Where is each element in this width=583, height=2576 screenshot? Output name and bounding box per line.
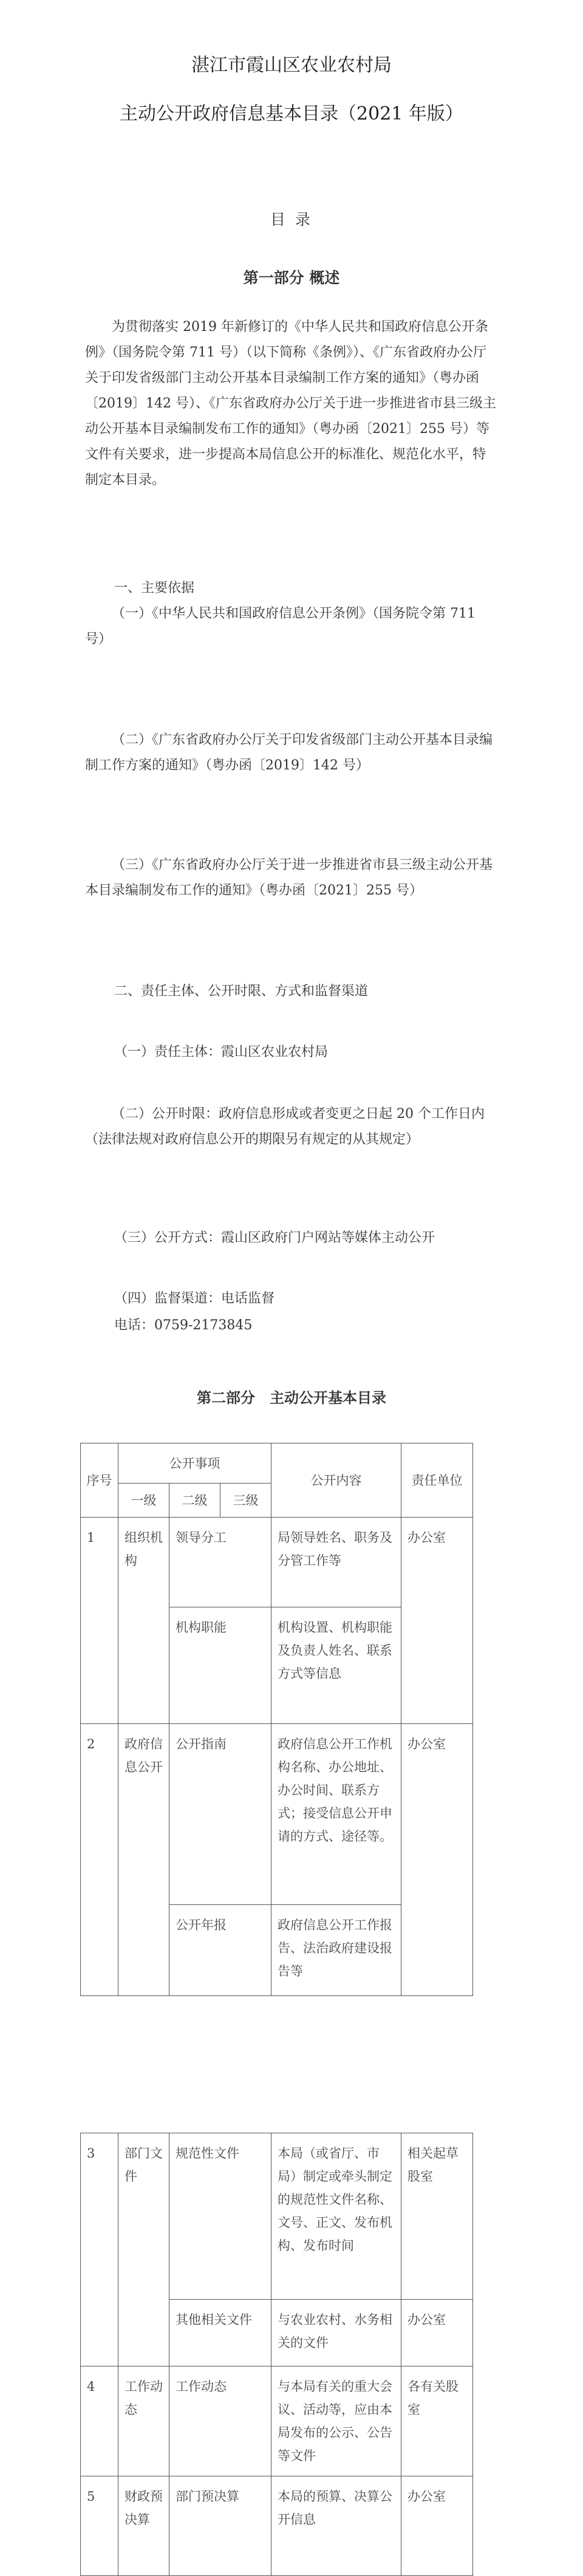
basis-item-3: （三）《广东省政府办公厅关于进一步推进省市县三级主动公开基本目录编制发布工作的通知》（粤办函〔2021〕255 号）: [85, 857, 493, 898]
part2-heading: 第二部分 主动公开基本目录: [197, 1389, 386, 1406]
row2-unit: 办公室: [401, 1724, 473, 1996]
row5-unit: 办公室: [401, 2476, 473, 2576]
header-items: 公开事项: [118, 1443, 271, 1484]
row4-unit: 各有关股室: [401, 2366, 473, 2476]
row3-level1: 部门文件: [118, 2133, 169, 2366]
row1a-content: 局领导姓名、职务及分管工作等: [271, 1518, 401, 1607]
row3b-content: 与农业农村、水务相关的文件: [271, 2300, 401, 2366]
row1-unit: 办公室: [401, 1518, 473, 1724]
table-row: [81, 2366, 473, 2476]
row2a-content: 政府信息公开工作机构名称、办公地址、办公时间、联系方式；接受信息公开申请的方式、途径等。: [271, 1724, 401, 1905]
header-level3: 三级: [220, 1484, 271, 1518]
catalog-table-part1: [80, 1443, 473, 1996]
header-level1: 一级: [118, 1484, 169, 1518]
responsibility-item-2: （二）公开时限：政府信息形成或者变更之日起 20 个工作日内（法律法规对政府信息公开的期限另有规定的从其规定）: [85, 1106, 485, 1147]
title-line-1: 湛江市霞山区农业农村局: [191, 55, 392, 76]
table-header-row: [81, 1443, 473, 1484]
row5-level1: 财政预决算: [118, 2476, 169, 2576]
header-no: 序号: [81, 1443, 118, 1518]
phone-line: 电话：0759-2173845: [114, 1318, 253, 1333]
row2-no: 2: [81, 1724, 118, 1996]
title-line-2: 主动公开政府信息基本目录（2021 年版）: [120, 103, 463, 124]
row5-level2: 部门预决算: [169, 2476, 271, 2576]
header-unit: 责任单位: [401, 1443, 473, 1518]
part1-heading: 第一部分 概述: [243, 269, 340, 287]
row4-content: 与本局有关的重大会议、活动等，应由本局发布的公示、公告等文件: [271, 2366, 401, 2476]
table-row: [81, 2133, 473, 2300]
row3b-unit: 办公室: [401, 2300, 473, 2366]
catalog-table-part2: [80, 2133, 473, 2576]
header-level2: 二级: [169, 1484, 220, 1518]
row2b-level2: 公开年报: [169, 1905, 271, 1996]
row2a-level2: 公开指南: [169, 1724, 271, 1905]
row1b-content: 机构设置、机构职能及负责人姓名、联系方式等信息: [271, 1607, 401, 1724]
row3b-level2: 其他相关文件: [169, 2300, 271, 2366]
row3a-level2: 规范性文件: [169, 2133, 271, 2300]
basis-heading: 一、主要依据: [114, 581, 195, 596]
row3a-unit: 相关起草股室: [401, 2133, 473, 2300]
table-row: [81, 1724, 473, 1905]
row1-level1: 组织机构: [118, 1518, 169, 1724]
responsibility-item-1: （一）责任主体：霞山区农业农村局: [114, 1044, 329, 1060]
row5-content: 本局的预算、决算公开信息: [271, 2476, 401, 2576]
row4-no: 4: [81, 2366, 118, 2476]
row5-no: 5: [81, 2476, 118, 2576]
row2-level1: 政府信息公开: [118, 1724, 169, 1996]
row4-level1: 工作动态: [118, 2366, 169, 2476]
basis-item-1: （一）《中华人民共和国政府信息公开条例》（国务院令第 711 号）: [85, 606, 476, 647]
intro-paragraph: 为贯彻落实 2019 年新修订的《中华人民共和国政府信息公开条例》（国务院令第 711 号）（以下简称《条例》）、《广东省政府办公厅关于印发省级部门主动公开基本目录编制工作方案的通知》（粤办函〔2019〕142 号）、《广东省政府办公厅关于进一步推进省市县三级主动公开基本目录编制发布工作的通知》（粤办函〔2021〕255 号）等文件有关要求，进一步提高本局信息公开的标准化、规范化水平，特制定本目录。: [85, 319, 496, 488]
responsibility-item-4: （四）监督渠道：电话监督: [114, 1291, 275, 1306]
basis-item-2: （二）《广东省政府办公厅关于印发省级部门主动公开基本目录编制工作方案的通知》（粤办函〔2019〕142 号）: [85, 732, 493, 773]
row3a-content: 本局（或省厅、市局）制定或牵头制定的规范性文件名称、文号、正文、发布机构、发布时间: [271, 2133, 401, 2300]
responsibility-heading: 二、责任主体、公开时限、方式和监督渠道: [114, 984, 369, 999]
table-row: [81, 1518, 473, 1607]
toc-heading: 目 录: [270, 211, 313, 228]
table-row: [81, 2476, 473, 2576]
row1a-level2: 领导分工: [169, 1518, 271, 1607]
header-content: 公开内容: [271, 1443, 401, 1518]
row2b-content: 政府信息公开工作报告、法治政府建设报告等: [271, 1905, 401, 1996]
row1b-level2: 机构职能: [169, 1607, 271, 1724]
row4-level2: 工作动态: [169, 2366, 271, 2476]
row1-no: 1: [81, 1518, 118, 1724]
row3-no: 3: [81, 2133, 118, 2366]
responsibility-item-3: （三）公开方式：霞山区政府门户网站等媒体主动公开: [114, 1230, 435, 1245]
